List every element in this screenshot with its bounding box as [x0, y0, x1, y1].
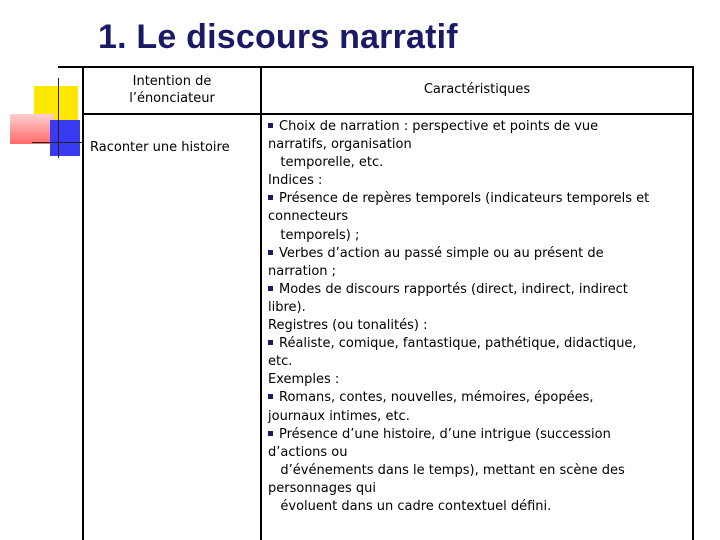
- characteristic-text: Modes de discours rapportés (direct, indirect, indirect: [279, 281, 628, 297]
- characteristic-text: d’événements dans le temps), mettant en scène des: [268, 462, 625, 478]
- characteristic-line: [268, 172, 688, 190]
- characteristic-text: journaux intimes, etc.: [268, 408, 410, 424]
- characteristic-line: [268, 408, 688, 426]
- decor-red-square: [10, 114, 54, 144]
- characteristic-text: évoluent dans un cadre contextuel défini.: [268, 498, 552, 514]
- characteristic-line: [268, 281, 688, 299]
- characteristic-text: Indices :: [268, 173, 323, 189]
- characteristic-text: Présence de repères temporels (indicateurs temporels et: [279, 191, 650, 207]
- characteristic-line: [268, 317, 688, 335]
- characteristic-line: [268, 353, 688, 371]
- characteristic-line: [268, 389, 688, 407]
- characteristic-text: Romans, contes, nouvelles, mémoires, épopées,: [279, 390, 594, 406]
- characteristic-text: connecteurs: [268, 209, 349, 225]
- characteristic-line: [268, 154, 688, 172]
- characteristic-line: [268, 426, 688, 444]
- table-right-border: [692, 66, 694, 540]
- bullet-icon: [268, 123, 273, 128]
- characteristic-line: [268, 208, 688, 226]
- characteristic-text: Présence d’une histoire, d’une intrigue (succession: [279, 426, 611, 442]
- characteristic-line: [268, 480, 688, 498]
- bullet-icon: [268, 250, 273, 255]
- characteristic-line: [268, 498, 688, 516]
- bullet-icon: [268, 340, 273, 345]
- characteristic-text: narration ;: [268, 263, 337, 279]
- characteristic-line: [268, 462, 688, 480]
- characteristic-text: d’actions ou: [268, 444, 348, 460]
- decor-vertical-line: [58, 78, 59, 158]
- bullet-icon: [268, 394, 273, 399]
- characteristic-text: Verbes d’action au passé simple ou au présent de: [279, 245, 604, 261]
- characteristic-text: Registres (ou tonalités) :: [268, 318, 428, 334]
- caracteristiques-cell: [268, 118, 688, 516]
- characteristic-line: [268, 136, 688, 154]
- table-left-border: [82, 66, 84, 540]
- characteristic-text: Exemples :: [268, 372, 340, 388]
- header-intention-line1: Intention de: [132, 74, 212, 89]
- table-column-divider: [260, 66, 262, 540]
- bullet-icon: [268, 286, 273, 291]
- characteristic-text: Réaliste, comique, fantastique, pathétique, didactique,: [279, 336, 637, 352]
- slide-title: 1. Le discours narratif: [98, 18, 458, 56]
- characteristic-text: temporels) ;: [268, 227, 360, 243]
- decor-horizontal-line: [32, 142, 82, 143]
- characteristic-line: [268, 245, 688, 263]
- header-caracteristiques: Caractéristiques: [423, 82, 531, 97]
- characteristic-line: [268, 444, 688, 462]
- decor-blue-square: [50, 120, 80, 156]
- characteristic-line: [268, 299, 688, 317]
- characteristic-line: [268, 371, 688, 389]
- characteristic-line: [268, 190, 688, 208]
- title-underline: [58, 66, 693, 68]
- bullet-icon: [268, 431, 273, 436]
- table-header-divider: [82, 113, 694, 115]
- header-intention-line2: l’énonciateur: [129, 91, 215, 106]
- characteristic-line: [268, 335, 688, 353]
- characteristic-text: etc.: [268, 354, 293, 370]
- characteristic-line: [268, 118, 688, 136]
- characteristic-text: Choix de narration : perspective et points de vue: [279, 119, 599, 134]
- characteristic-text: narratifs, organisation: [268, 137, 412, 153]
- bullet-icon: [268, 195, 273, 200]
- characteristic-text: personnages qui: [268, 480, 377, 496]
- header-intention: [84, 73, 260, 107]
- characteristic-text: libre).: [268, 299, 306, 315]
- characteristic-line: [268, 263, 688, 281]
- characteristic-line: [268, 227, 688, 245]
- characteristic-text: temporelle, etc.: [268, 155, 384, 171]
- intention-cell: Raconter une histoire: [90, 140, 230, 155]
